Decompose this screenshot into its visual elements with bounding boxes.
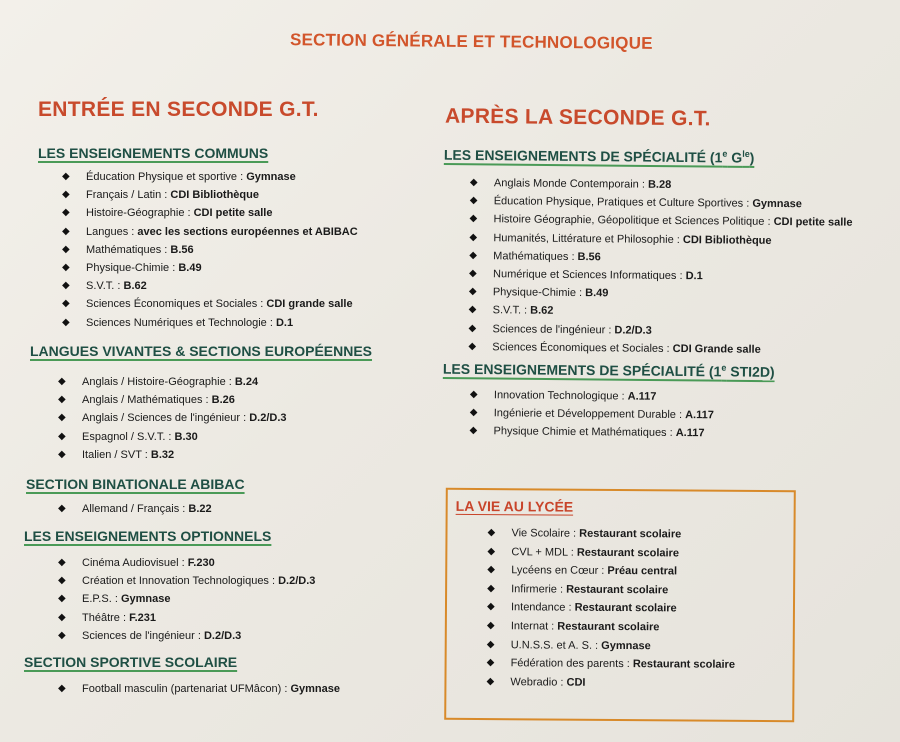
item-name: U.N.S.S. et A. S. : [510,638,602,652]
section-heading-sportive: SECTION SPORTIVE SCOLAIRE [24,654,238,670]
list-item [487,617,736,637]
item-room: B.56 [170,243,194,256]
item-room: CDI Grande salle [672,342,761,356]
list-langues-vivantes [58,373,287,464]
item-room: D.1 [685,270,703,283]
list-specialite-sti2d [469,386,714,443]
item-name: Physique-Chimie : [492,286,586,300]
item-name: Internat : [510,620,558,633]
item-room: A.117 [685,409,714,422]
item-room: Restaurant scolaire [576,546,680,560]
item-name: Espagnol / S.V.T. : [82,430,175,443]
item-name: Allemand / Français : [82,503,189,515]
item-name: Théâtre : [82,611,130,624]
list-item [487,598,736,618]
list-abibac [58,500,212,518]
item-name: Français / Latin : [86,189,171,202]
list-item [62,186,358,204]
item-room: Gymnase [120,593,171,606]
list-item [58,680,340,698]
item-name: Sciences de l'ingénieur : [492,322,615,336]
list-item [58,500,212,518]
list-item [487,636,736,656]
item-room: D.2/D.3 [278,575,316,588]
list-item [58,391,287,409]
item-name: Anglais / Histoire-Géographie : [82,376,235,388]
list-item [62,295,358,313]
item-room: avec les sections européennes et ABIBAC [137,225,358,238]
item-name: Sciences Économiques et Sociales : [492,340,673,355]
list-item [470,404,714,425]
item-name: Ingénierie et Développement Durable : [493,407,686,422]
item-name: Mathématiques : [493,249,578,263]
item-room: CDI [566,676,586,689]
section-heading-langues-vivantes: LANGUES VIVANTES & SECTIONS EUROPÉENNES [30,343,373,359]
item-room: CDI petite salle [773,216,853,230]
vie-au-lycee-heading: LA VIE AU LYCÉE [455,497,574,515]
item-room: CDI petite salle [193,207,273,220]
list-item [62,259,358,277]
item-room: B.49 [178,261,202,274]
list-item [58,572,315,590]
item-name: S.V.T. : [492,304,531,317]
item-name: Mathématiques : [86,243,171,256]
item-name: Innovation Technologique : [493,389,628,403]
list-item [487,543,736,563]
item-room: D.2/D.3 [203,629,242,642]
section-heading-abibac: SECTION BINATIONALE ABIBAC [26,476,245,492]
item-name: Lycéens en Cœur : [511,564,608,578]
item-room: F.230 [187,557,215,569]
item-name: Langues : [86,225,138,238]
item-room: A.117 [627,390,657,403]
item-room: CDI Bibliothèque [170,189,259,202]
item-name: Sciences Numériques et Technologie : [86,316,276,329]
list-item [487,580,736,600]
list-item [470,386,714,407]
item-room: D.1 [275,316,294,329]
item-name: Webradio : [510,675,567,689]
list-item [468,338,851,360]
section-heading-optionnels: LES ENSEIGNEMENTS OPTIONNELS [24,528,272,544]
list-vie-au-lycee [486,524,736,693]
item-room: Restaurant scolaire [579,527,682,541]
list-optionnels [58,554,315,645]
item-name: Vie Scolaire : [511,527,580,540]
item-room: Préau central [607,565,678,578]
right-column-title: APRÈS LA SECONDE G.T. [444,104,711,131]
item-room: D.2/D.3 [614,323,652,337]
page-title: SECTION GÉNÉRALE ET TECHNOLOGIQUE [289,30,653,53]
list-item [62,314,358,332]
list-enseignements-communs [62,168,358,332]
list-item [469,422,713,443]
item-name: CVL + MDL : [511,545,577,559]
list-item [62,223,358,241]
section-heading-enseignements-communs: LES ENSEIGNEMENTS COMMUNS [38,145,269,161]
item-room: Restaurant scolaire [632,658,736,671]
item-name: Anglais / Sciences de l'ingénieur : [82,412,250,425]
section-heading-specialite-generale: LES ENSEIGNEMENTS DE SPÉCIALITÉ (1e $G^{le}$) [443,146,755,166]
item-name: Infirmerie : [511,583,567,596]
item-room: B.24 [234,376,259,388]
section-heading-specialite-sti2d: LES ENSEIGNEMENTS DE SPÉCIALITÉ (1e STI2D) [442,360,775,380]
item-name: Anglais / Mathématiques : [82,394,212,407]
list-item [487,561,736,581]
item-name: Fédération des parents : [510,657,633,671]
item-name: Numérique et Sciences Informatiques : [492,268,686,283]
item-room: B.62 [123,280,147,293]
item-room: B.32 [150,448,175,461]
item-name: Histoire Géographie, Géopolitique et Sciences Politique : [493,213,774,229]
item-name: Éducation Physique et sportive : [86,171,247,183]
list-item [58,609,315,627]
list-item [58,554,315,572]
list-item [58,627,315,645]
item-room: A.117 [675,427,705,440]
list-item [58,428,287,446]
item-room: B.56 [577,250,601,264]
item-room: D.2/D.3 [249,412,287,425]
item-room: Restaurant scolaire [566,583,669,597]
list-specialite-generale [468,174,853,360]
item-room: Gymnase [601,639,651,652]
list-item [58,446,287,464]
item-room: B.28 [647,178,672,191]
item-room: Restaurant scolaire [557,620,660,634]
list-item [62,168,358,186]
list-item [487,654,736,674]
item-room: CDI Bibliothèque [682,233,772,247]
item-name: Sciences de l'ingénieur : [82,629,204,642]
item-name: S.V.T. : [86,280,124,293]
item-room: B.30 [174,430,198,443]
item-name: E.P.S. : [82,593,121,606]
item-name: Physique Chimie et Mathématiques : [493,425,676,440]
item-name: Cinéma Audiovisuel : [82,557,188,569]
vie-au-lycee-box [444,488,796,722]
item-name: Italien / SVT : [82,448,151,461]
item-room: Gymnase [290,683,340,695]
list-item [486,673,735,693]
item-name: Anglais Monde Contemporain : [493,177,649,191]
item-name: Football masculin (partenariat UFMâcon) : [82,683,291,695]
item-room: F.231 [129,611,156,624]
item-room: CDI grande salle [266,298,353,311]
list-item [58,590,315,608]
list-item [58,373,287,391]
left-column-title: ENTRÉE EN SECONDE G.T. [38,98,319,121]
list-item [58,409,287,427]
item-room: Restaurant scolaire [574,602,677,615]
list-item [62,204,358,222]
item-room: Gymnase [246,171,296,183]
item-room: Gymnase [752,197,802,211]
item-room: B.26 [211,394,235,407]
list-sportive [58,680,340,698]
item-room: B.49 [585,287,609,300]
item-name: Création et Innovation Technologiques : [82,575,279,588]
item-name: Sciences Économiques et Sociales : [86,298,267,311]
list-item [487,524,736,544]
list-item [62,241,358,259]
item-name: Histoire-Géographie : [86,207,194,220]
item-name: Humanités, Littérature et Philosophie : [493,231,683,246]
item-name: Éducation Physique, Pratiques et Culture Sportives : [493,195,753,210]
item-name: Physique-Chimie : [86,261,179,274]
item-room: B.22 [188,503,212,515]
item-name: Intendance : [510,601,575,615]
item-room: B.62 [530,304,554,318]
list-item [62,277,358,295]
